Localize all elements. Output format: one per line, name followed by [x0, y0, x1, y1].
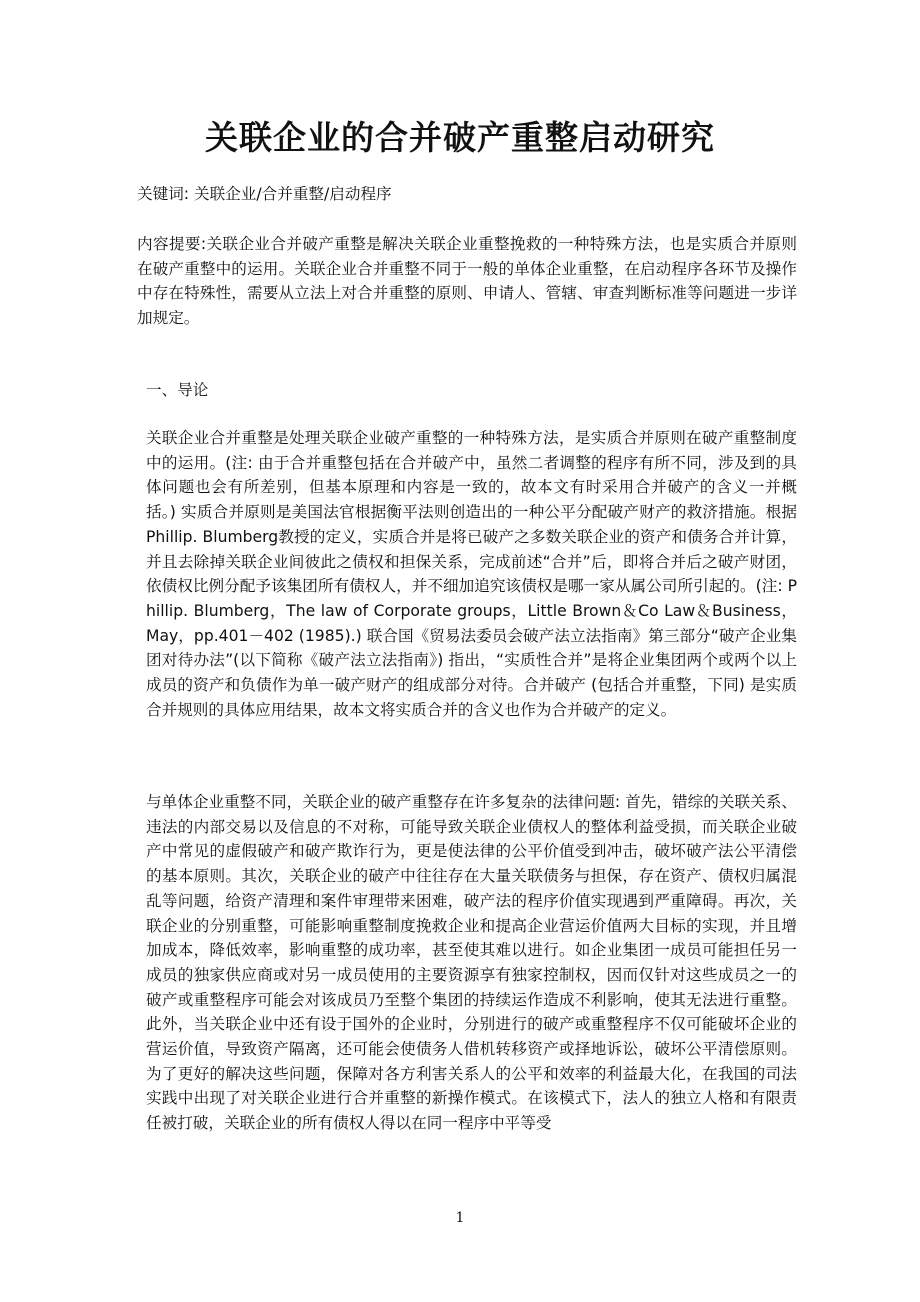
- abstract-block: [137, 232, 797, 331]
- keywords-line: [137, 182, 797, 207]
- paragraph-1-text: 关联企业合并重整是处理关联企业破产重整的一种特殊方法，是实质合并原则在破产重整制度中的运用。(注: 由于合并重整包括在合并破产中，虽然二者调整的程序有所不同，涉及到的具体问题也会有所差别，但基本原理和内容是一致的，故本文有时采用合并破产的含义一并概括。) 实质合并原则是美国法官根据衡平法则创造出的一种公平分配破产财产的救济措施。根据Phillip. Blumberg教授的定义，实质合并是将已破产之多数关联企业的资产和债务合并计算，并且去除掉关联企业间彼此之债权和担保关系，完成前述“合并”后，即将合并后之破产财团，依债权比例分配予该集团所有债权人，并不细加追究该债权是哪一家从属公司所引起的。(注: Phillip. Blumberg，The law of Corporate groups，Little Brown＆Co Law＆Business，May，pp.401－402 (1985).) 联合国《贸易法委员会破产法立法指南》第三部分“破产企业集团对待办法”(以下简称《破产法立法指南》) 指出，“实质性合并”是将企业集团两个或两个以上成员的资产和负债作为单一破产财产的组成部分对待。合并破产 (包括合并重整，下同) 是实质合并规则的具体应用结果，故本文将实质合并的含义也作为合并破产的定义。: [146, 429, 797, 719]
- paragraph-1: [137, 426, 797, 722]
- section-heading: 一、导论: [146, 381, 209, 399]
- paragraph-2: [137, 790, 797, 1136]
- paragraph-2-text: 与单体企业重整不同，关联企业的破产重整存在许多复杂的法律问题: 首先，错综的关联关系、违法的内部交易以及信息的不对称，可能导致关联企业债权人的整体利益受损，而关联企业破产中常见的虚假破产和破产欺诈行为，更是使法律的公平价值受到冲击，破坏破产法公平清偿的基本原则。其次，关联企业的破产中往往存在大量关联债务与担保，存在资产、债权归属混乱等问题，给资产清理和案件审理带来困难，破产法的程序价值实现遇到严重障碍。再次，关联企业的分别重整，可能影响重整制度挽救企业和提高企业营运价值两大目标的实现，并且增加成本，降低效率，影响重整的成功率，甚至使其难以进行。如企业集团一成员可能担任另一成员的独家供应商或对另一成员使用的主要资源享有独家控制权，因而仅针对这些成员之一的破产或重整程序可能会对该成员乃至整个集团的持续运作造成不利影响，使其无法进行重整。此外，当关联企业中还有设于国外的企业时，分别进行的破产或重整程序不仅可能破坏企业的营运价值，导致资产隔离，还可能会使债务人借机转移资产或择地诉讼，破坏公平清偿原则。为了更好的解决这些问题，保障对各方利害关系人的公平和效率的利益最大化，在我国的司法实践中出现了对关联企业进行合并重整的新操作模式。在该模式下，法人的独立人格和有限责任被打破，关联企业的所有债权人得以在同一程序中平等受: [146, 793, 797, 1133]
- abstract-text: 关联企业合并破产重整是解决关联企业重整挽救的一种特殊方法，也是实质合并原则在破产重整中的运用。关联企业合并重整不同于一般的单体企业重整，在启动程序各环节及操作中存在特殊性，需要从立法上对合并重整的原则、申请人、管辖、审查判断标准等问题进一步详加规定。: [137, 235, 797, 328]
- document-title: 关联企业的合并破产重整启动研究: [205, 118, 715, 157]
- page-number: 1: [455, 1210, 465, 1226]
- keywords-value: 关联企业/合并重整/启动程序: [194, 185, 392, 203]
- abstract-label: 内容提要:: [137, 235, 207, 253]
- keywords-label: 关键词:: [137, 185, 190, 203]
